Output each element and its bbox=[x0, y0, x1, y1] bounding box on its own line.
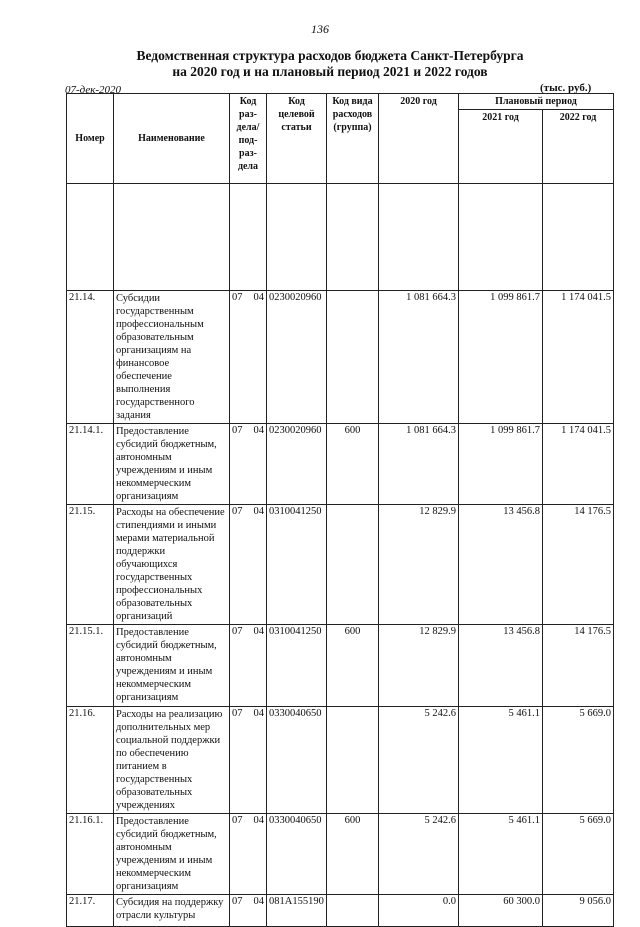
row-section: 07 bbox=[232, 626, 243, 637]
row-expense-type bbox=[327, 895, 379, 927]
row-target-code: 0310041250 bbox=[267, 505, 327, 625]
row-section: 07 bbox=[232, 815, 243, 826]
row-value-2022: 5 669.0 bbox=[543, 814, 614, 895]
row-section-code bbox=[230, 707, 267, 814]
header-spacer-row bbox=[67, 184, 614, 291]
row-subsection: 04 bbox=[253, 425, 264, 436]
header-number: Номер bbox=[67, 94, 114, 184]
header-2020: 2020 год bbox=[379, 94, 459, 184]
row-name: Предоставление субсидий бюджетным, автономным учреждениям и иным некоммерческим организациям bbox=[114, 625, 230, 707]
document-date: 07-дек-2020 bbox=[65, 84, 122, 96]
row-section: 07 bbox=[232, 896, 243, 907]
row-name: Субсидии государственным профессиональным образовательным организациям на финансовое обеспечение выполнения государственного задания bbox=[114, 291, 230, 424]
row-section: 07 bbox=[232, 292, 243, 303]
row-value-2021: 13 456.8 bbox=[459, 625, 543, 707]
row-name: Предоставление субсидий бюджетным, автономным учреждениям и иным некоммерческим организациям bbox=[114, 424, 230, 505]
row-target-code: 0330040650 bbox=[267, 814, 327, 895]
row-value-2022: 14 176.5 bbox=[543, 505, 614, 625]
row-value-2021: 1 099 861.7 bbox=[459, 424, 543, 505]
row-expense-type bbox=[327, 707, 379, 814]
row-value-2022: 1 174 041.5 bbox=[543, 424, 614, 505]
title-line-1: Ведомственная структура расходов бюджета Санкт-Петербурга bbox=[136, 48, 524, 63]
row-target-code: 0230020960 bbox=[267, 424, 327, 505]
row-number: 21.16.1. bbox=[67, 814, 114, 895]
row-subsection: 04 bbox=[253, 626, 264, 637]
table-row bbox=[67, 625, 614, 707]
header-expense-type: Код вида расходов (группа) bbox=[327, 94, 379, 184]
row-value-2021: 1 099 861.7 bbox=[459, 291, 543, 424]
table-row bbox=[67, 424, 614, 505]
row-number: 21.14.1. bbox=[67, 424, 114, 505]
row-value-2020: 1 081 664.3 bbox=[379, 291, 459, 424]
row-value-2021: 13 456.8 bbox=[459, 505, 543, 625]
row-section: 07 bbox=[232, 506, 243, 517]
row-value-2022: 14 176.5 bbox=[543, 625, 614, 707]
row-value-2021: 60 300.0 bbox=[459, 895, 543, 927]
row-number: 21.15.1. bbox=[67, 625, 114, 707]
row-target-code: 0330040650 bbox=[267, 707, 327, 814]
row-value-2020: 5 242.6 bbox=[379, 707, 459, 814]
row-value-2020: 12 829.9 bbox=[379, 625, 459, 707]
row-name: Расходы на реализацию дополнительных мер социальной поддержки по обеспечению питанием в государственных образовательных учреждениях bbox=[114, 707, 230, 814]
row-name: Субсидия на поддержку отрасли культуры bbox=[114, 895, 230, 927]
header-2022: 2022 год bbox=[543, 110, 614, 184]
row-section-code bbox=[230, 505, 267, 625]
row-number: 21.16. bbox=[67, 707, 114, 814]
row-value-2020: 0.0 bbox=[379, 895, 459, 927]
header-name: Наименование bbox=[114, 94, 230, 184]
row-section-code bbox=[230, 625, 267, 707]
row-expense-type bbox=[327, 291, 379, 424]
title-line-2: на 2020 год и на плановый период 2021 и 2022 годов bbox=[172, 64, 488, 79]
row-expense-type: 600 bbox=[327, 424, 379, 505]
header-planned-period: Плановый период bbox=[459, 94, 614, 110]
row-target-code: 0230020960 bbox=[267, 291, 327, 424]
row-section: 07 bbox=[232, 708, 243, 719]
table-row bbox=[67, 814, 614, 895]
row-value-2021: 5 461.1 bbox=[459, 814, 543, 895]
row-section-code bbox=[230, 814, 267, 895]
row-subsection: 04 bbox=[253, 815, 264, 826]
document-title bbox=[60, 48, 600, 80]
row-section-code bbox=[230, 424, 267, 505]
row-section-code bbox=[230, 291, 267, 424]
table-row bbox=[67, 895, 614, 927]
page-number: 136 bbox=[311, 22, 329, 36]
row-section-code bbox=[230, 895, 267, 927]
row-subsection: 04 bbox=[253, 708, 264, 719]
row-value-2021: 5 461.1 bbox=[459, 707, 543, 814]
row-section: 07 bbox=[232, 425, 243, 436]
units-label: (тыс. руб.) bbox=[540, 82, 592, 94]
row-name: Расходы на обеспечение стипендиями и иными мерами материальной поддержки обучающихся государственных профессиональных образовательных организаций bbox=[114, 505, 230, 625]
row-expense-type: 600 bbox=[327, 814, 379, 895]
row-expense-type bbox=[327, 505, 379, 625]
row-name: Предоставление субсидий бюджетным, автономным учреждениям и иным некоммерческим организациям bbox=[114, 814, 230, 895]
row-target-code: 0310041250 bbox=[267, 625, 327, 707]
row-subsection: 04 bbox=[253, 506, 264, 517]
row-number: 21.17. bbox=[67, 895, 114, 927]
row-target-code: 081A155190 bbox=[267, 895, 327, 927]
row-expense-type: 600 bbox=[327, 625, 379, 707]
table-row bbox=[67, 505, 614, 625]
row-number: 21.14. bbox=[67, 291, 114, 424]
row-value-2020: 5 242.6 bbox=[379, 814, 459, 895]
header-section: Код раз-дела/ под-раз-дела bbox=[230, 94, 267, 184]
row-number: 21.15. bbox=[67, 505, 114, 625]
row-value-2022: 5 669.0 bbox=[543, 707, 614, 814]
row-value-2022: 1 174 041.5 bbox=[543, 291, 614, 424]
table-row bbox=[67, 707, 614, 814]
header-2021: 2021 год bbox=[459, 110, 543, 184]
row-subsection: 04 bbox=[253, 896, 264, 907]
header-target: Код целевой статьи bbox=[267, 94, 327, 184]
row-subsection: 04 bbox=[253, 292, 264, 303]
row-value-2020: 1 081 664.3 bbox=[379, 424, 459, 505]
row-value-2022: 9 056.0 bbox=[543, 895, 614, 927]
row-value-2020: 12 829.9 bbox=[379, 505, 459, 625]
table-row bbox=[67, 291, 614, 424]
budget-table bbox=[66, 93, 614, 927]
